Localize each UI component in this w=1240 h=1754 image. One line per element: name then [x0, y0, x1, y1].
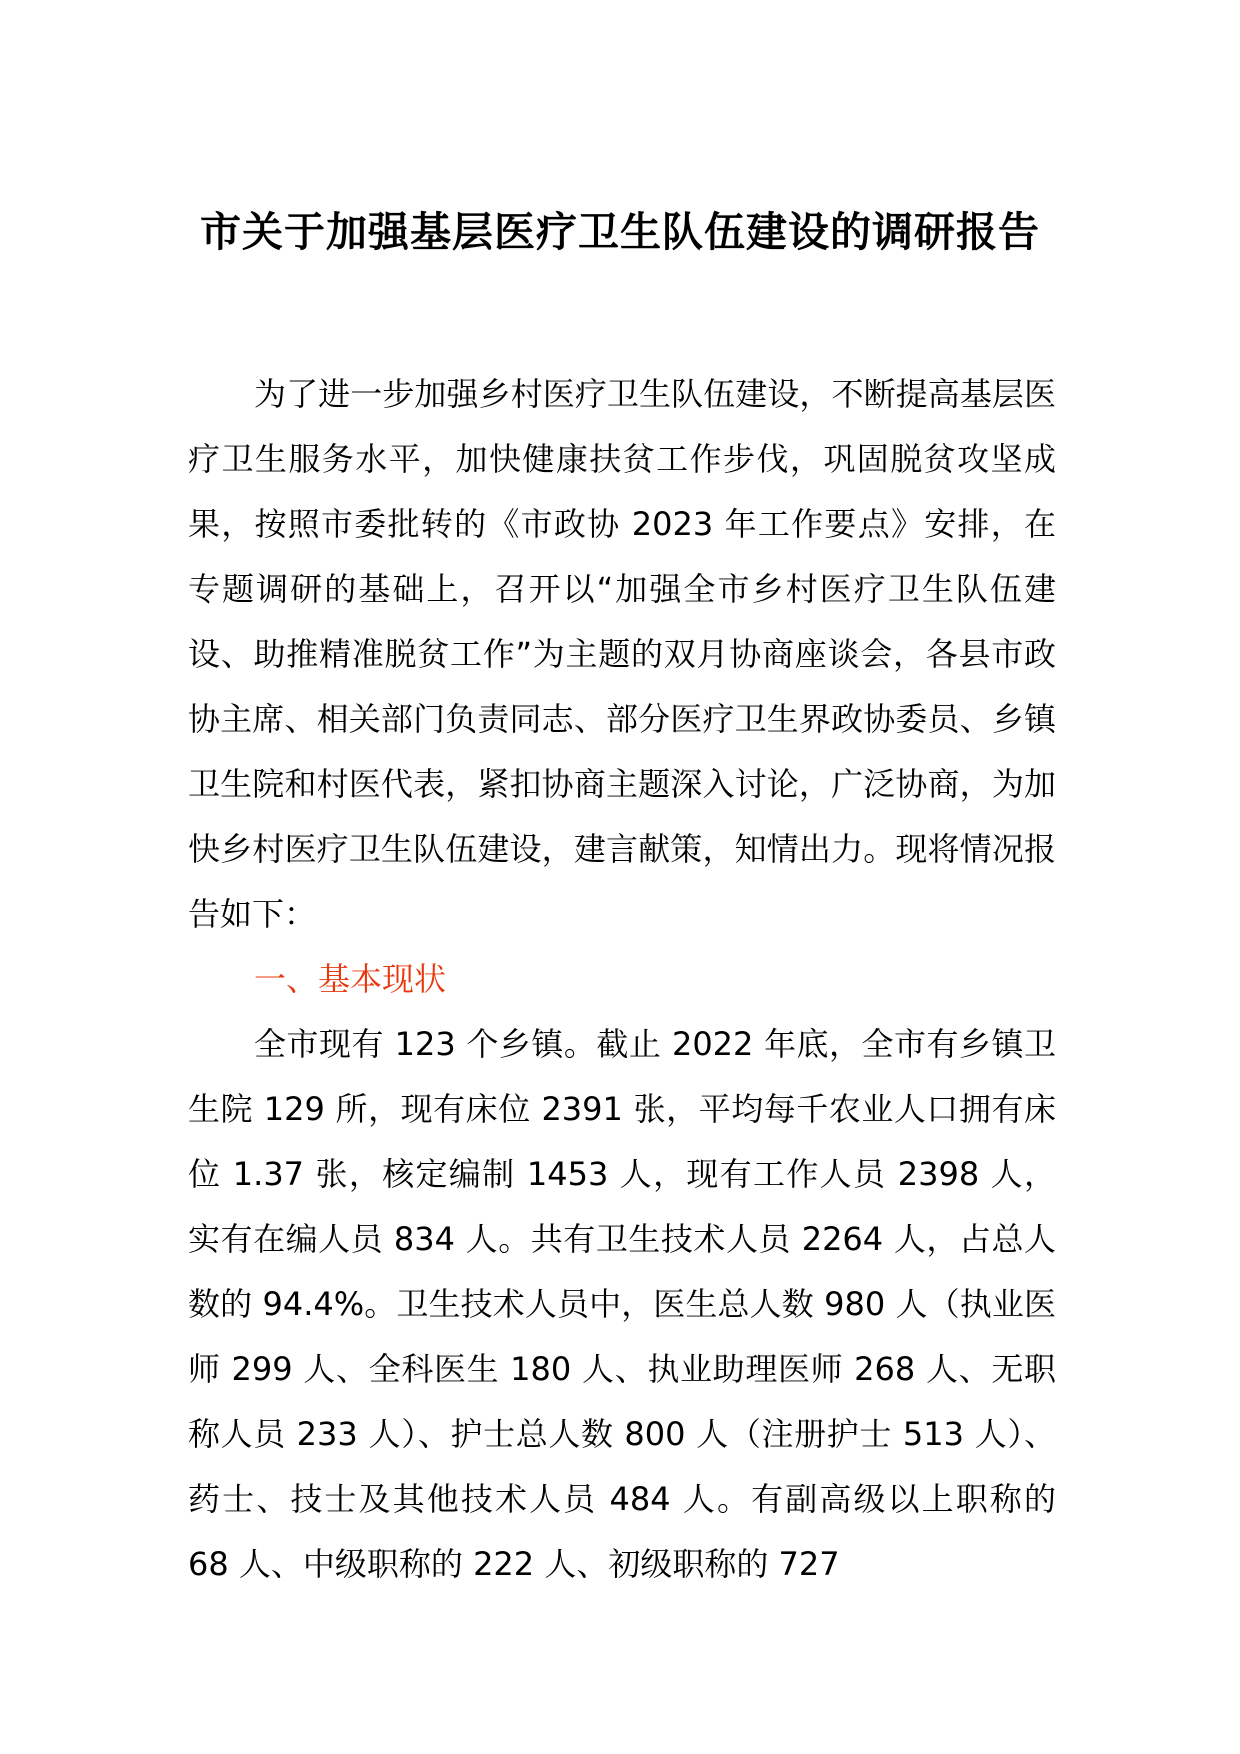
section-paragraph-basic-status: 全市现有 123 个乡镇。截止 2022 年底，全市有乡镇卫生院 129 所，现有床位 2391 张，平均每千农业人口拥有床位 1.37 张，核定编制 1453 人，现有工作人员 2398 人，实有在编人员 834 人。共有卫生技术人员 2264 人，占总人数的 94.4%。卫生技术人员中，医生总人数 980 人（执业医师 299 人、全科医生 180 人、执业助理医师 268 人、无职称人员 233 人）、护士总人数 800 人（注册护士 513 人）、药士、技士及其他技术人员 484 人。有副高级以上职称的 68 人、中级职称的 222 人、初级职称的 727 [188, 1025, 1056, 1583]
section-heading-basic-status: 一、基本现状 [254, 960, 447, 998]
intro-paragraph: 为了进一步加强乡村医疗卫生队伍建设，不断提高基层医疗卫生服务水平，加快健康扶贫工作步伐，巩固脱贫攻坚成果，按照市委批转的《市政协 2023 年工作要点》安排，在专题调研的基础上，召开以“加强全市乡村医疗卫生队伍建设、助推精准脱贫工作”为主题的双月协商座谈会，各县市政协主席、相关部门负责同志、部分医疗卫生界政协委员、乡镇卫生院和村医代表，紧扣协商主题深入讨论，广泛协商，为加快乡村医疗卫生队伍建设，建言献策，知情出力。现将情况报告如下： [188, 375, 1056, 933]
document-body [188, 362, 1056, 1597]
document-title: 市关于加强基层医疗卫生队伍建设的调研报告 [200, 208, 1040, 256]
